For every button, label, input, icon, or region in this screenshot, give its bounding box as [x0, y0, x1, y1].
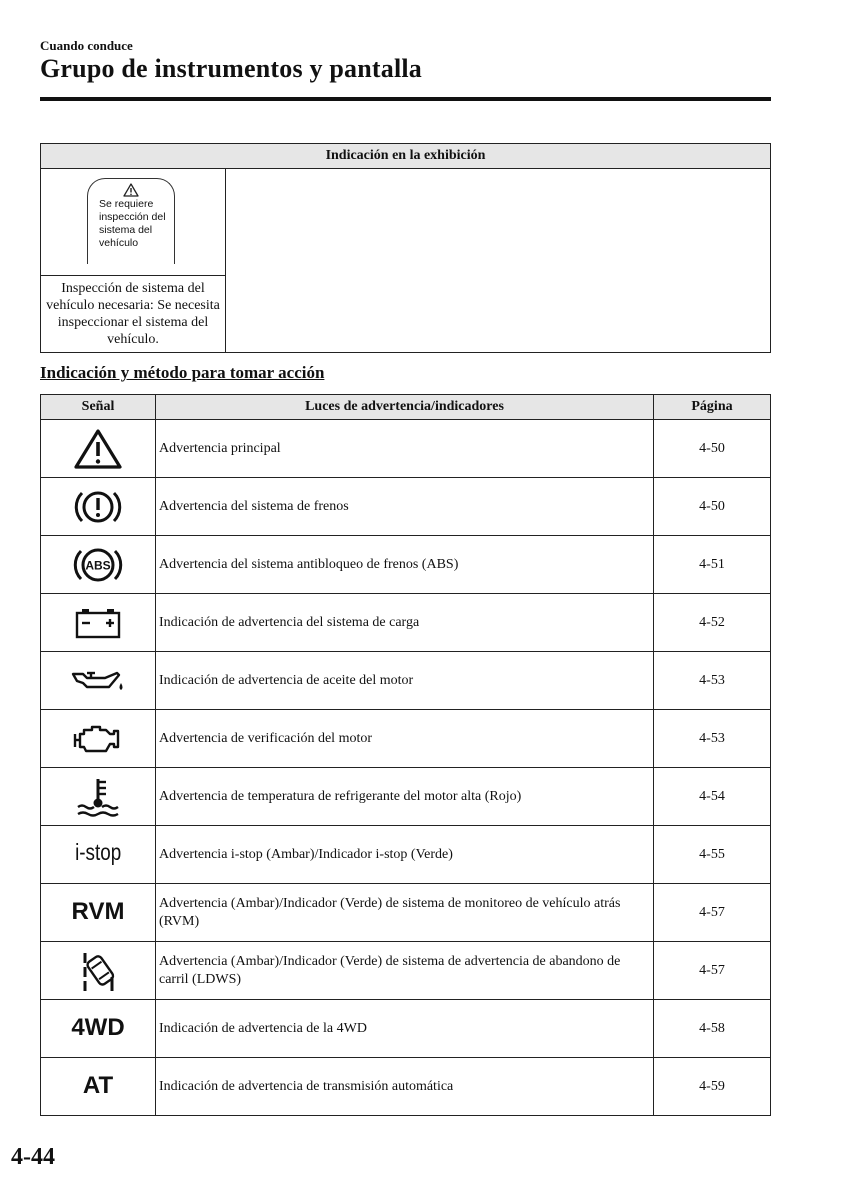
table-row — [41, 478, 771, 536]
table-row — [41, 710, 771, 768]
table-row — [41, 1058, 771, 1116]
signal-cell — [41, 478, 156, 536]
warning-indicators-table — [40, 394, 771, 1116]
row-page: 4-54 — [654, 768, 771, 826]
i-stop-icon: i-stop — [74, 839, 122, 865]
row-page: 4-51 — [654, 536, 771, 594]
display-image-cell — [41, 169, 226, 276]
signal-cell — [41, 594, 156, 652]
row-description: Indicación de advertencia del sistema de carga — [156, 594, 654, 652]
row-description: Advertencia principal — [156, 420, 654, 478]
table-row — [41, 768, 771, 826]
signal-cell — [41, 536, 156, 594]
row-page: 4-53 — [654, 652, 771, 710]
section-label: Cuando conduce — [40, 38, 133, 53]
oil-can-icon — [69, 665, 127, 697]
display-screen-text: Se requiere inspección del sistema del vehículo — [99, 198, 166, 249]
signal-cell — [41, 710, 156, 768]
display-blank-cell — [226, 169, 771, 353]
row-description: Indicación de advertencia de aceite del motor — [156, 652, 654, 710]
signal-cell — [41, 942, 156, 1000]
4wd-icon: 4WD — [71, 1014, 125, 1041]
row-page: 4-52 — [654, 594, 771, 652]
signal-cell — [41, 826, 156, 884]
signal-cell — [41, 420, 156, 478]
row-page: 4-57 — [654, 884, 771, 942]
row-description: Advertencia del sistema de frenos — [156, 478, 654, 536]
signal-cell — [41, 1058, 156, 1116]
check-engine-icon — [70, 720, 126, 758]
at-icon: AT — [82, 1072, 114, 1099]
col-header-page: Página — [654, 395, 771, 420]
row-page: 4-55 — [654, 826, 771, 884]
row-page: 4-50 — [654, 478, 771, 536]
col-header-lights: Luces de advertencia/indicadores — [156, 395, 654, 420]
display-screen-image — [87, 178, 175, 264]
page-number: 4-44 — [11, 1144, 55, 1170]
abs-warning-icon — [70, 543, 126, 587]
row-description: Advertencia (Ambar)/Indicador (Verde) de sistema de advertencia de abandono de carril (LDWS) — [156, 942, 654, 1000]
row-description: Advertencia de temperatura de refrigerante del motor alta (Rojo) — [156, 768, 654, 826]
master-warning-icon — [72, 427, 124, 471]
row-page: 4-53 — [654, 710, 771, 768]
table-row — [41, 942, 771, 1000]
rvm-icon: RVM — [71, 898, 125, 925]
table-row — [41, 594, 771, 652]
table-row — [41, 652, 771, 710]
row-page: 4-58 — [654, 1000, 771, 1058]
coolant-temperature-icon — [73, 775, 123, 819]
ldws-icon — [76, 948, 120, 994]
page-title: Grupo de instrumentos y pantalla — [40, 54, 423, 83]
table-row — [41, 826, 771, 884]
signal-cell — [41, 884, 156, 942]
signal-cell — [41, 1000, 156, 1058]
battery-icon — [73, 605, 123, 641]
row-description: Advertencia del sistema antibloqueo de frenos (ABS) — [156, 536, 654, 594]
row-page: 4-50 — [654, 420, 771, 478]
row-page: 4-57 — [654, 942, 771, 1000]
display-table-header: Indicación en la exhibición — [41, 144, 771, 169]
row-description: Advertencia i-stop (Ambar)/Indicador i-stop (Verde) — [156, 826, 654, 884]
row-page: 4-59 — [654, 1058, 771, 1116]
row-description: Advertencia de verificación del motor — [156, 710, 654, 768]
signal-cell — [41, 652, 156, 710]
table-row — [41, 1000, 771, 1058]
row-description: Indicación de advertencia de la 4WD — [156, 1000, 654, 1058]
display-indication-table — [40, 143, 771, 353]
table-row — [41, 884, 771, 942]
signal-cell — [41, 768, 156, 826]
row-description: Indicación de advertencia de transmisión automática — [156, 1058, 654, 1116]
title-rule — [40, 97, 771, 101]
col-header-signal: Señal — [41, 395, 156, 420]
subheading: Indicación y método para tomar acción — [40, 363, 325, 382]
table-row — [41, 536, 771, 594]
table-row — [41, 420, 771, 478]
display-description: Inspección de sistema del vehículo necesaria: Se necesita inspeccionar el sistema del vehículo. — [41, 276, 226, 353]
brake-warning-icon — [70, 485, 126, 529]
row-description: Advertencia (Ambar)/Indicador (Verde) de sistema de monitoreo de vehículo atrás (RVM) — [156, 884, 654, 942]
warning-triangle-icon — [123, 183, 139, 197]
svg-text:ABS: ABS — [85, 558, 111, 572]
